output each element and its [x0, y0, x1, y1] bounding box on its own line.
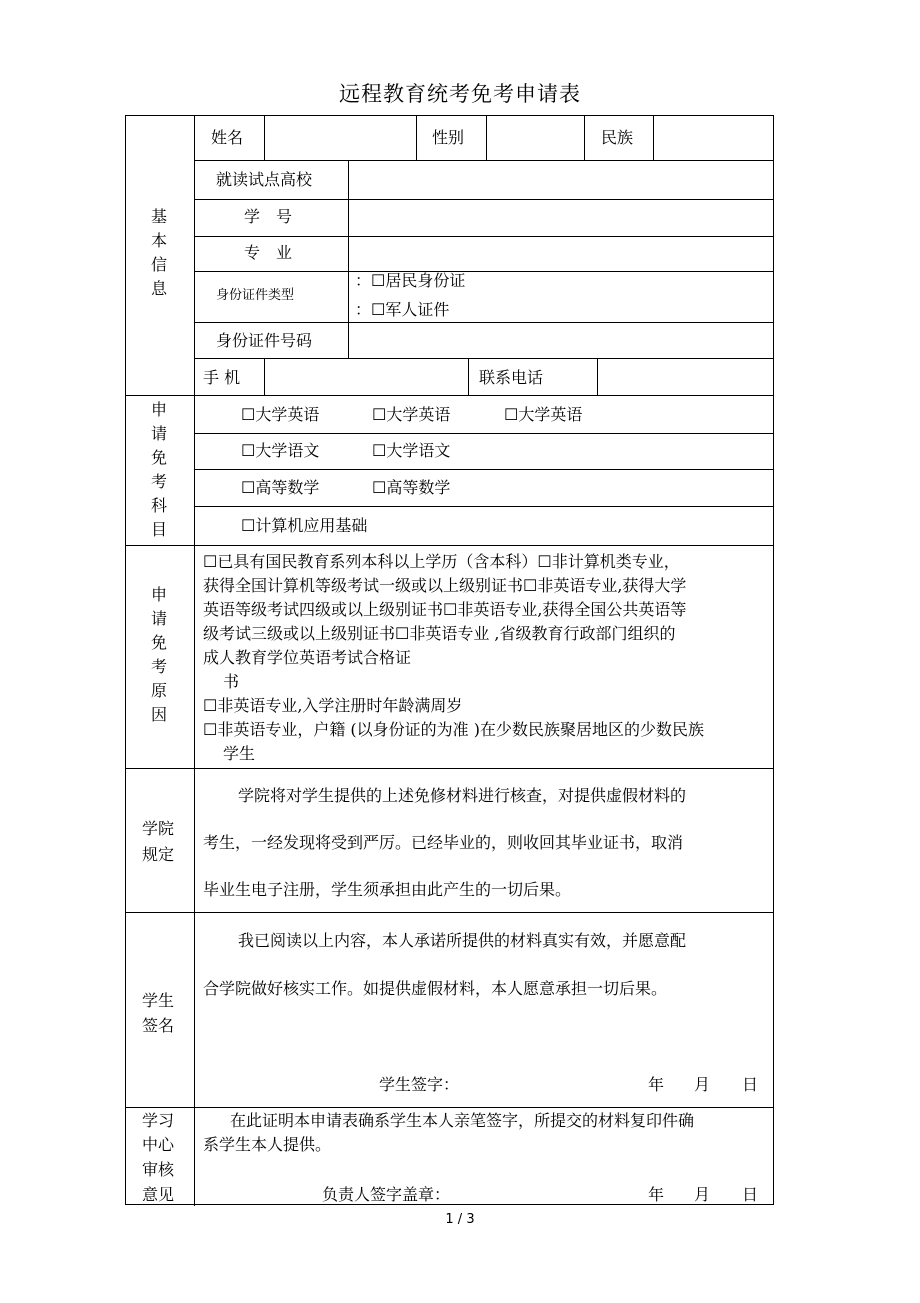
student-id-label: 学 号 — [244, 207, 293, 226]
review-sign-day: 日 — [742, 1185, 759, 1204]
review-line-1: 在此证明本申请表确系学生本人亲笔签字，所提交的材料复印件确 — [230, 1111, 695, 1130]
subject-computer-basics[interactable]: ☐计算机应用基础 — [241, 516, 368, 535]
review-section-label-4: 意见 — [142, 1185, 175, 1204]
reason-line: 成人教育学位英语考试合格证 — [203, 648, 412, 667]
subject-college-english-3[interactable]: ☐大学英语 — [504, 405, 583, 424]
student-sign-section-label-2: 签名 — [142, 1016, 175, 1035]
id-type-label: 身份证件类型 — [216, 288, 295, 303]
rules-line-1: 学院将对学生提供的上述免修材料进行核查，对提供虚假材料的 — [238, 786, 687, 805]
reasons-section-label: 申 请 免 考 原 因 — [150, 585, 167, 724]
mobile-label: 手 机 — [203, 368, 241, 387]
review-line-2: 系学生本人提供。 — [203, 1135, 332, 1154]
student-sign-year: 年 — [648, 1075, 665, 1094]
student-sign-month: 月 — [694, 1075, 711, 1094]
id-type-option-resident[interactable]: ：☐居民身份证 — [355, 271, 466, 290]
id-type-option-military[interactable]: ：☐军人证件 — [355, 300, 450, 319]
student-pledge-line-1: 我已阅读以上内容，本人承诺所提供的材料真实有效，并愿意配 — [238, 931, 687, 950]
subject-college-english-2[interactable]: ☐大学英语 — [372, 405, 451, 424]
student-sign-section-label-1: 学生 — [142, 991, 175, 1010]
reason-line[interactable]: ☐非英语专业，户籍 (以身份证的为准 )在少数民族聚居地区的少数民族 — [203, 720, 705, 739]
subject-college-chinese-1[interactable]: ☐大学语文 — [241, 441, 320, 460]
page-title: 远程教育统考免考申请表 — [339, 82, 581, 106]
rules-line-2: 考生，一经发现将受到严厉。已经毕业的，则收回其毕业证书，取消 — [203, 833, 684, 852]
review-sign-label: 负责人签字盖章： — [322, 1185, 451, 1204]
subjects-section-label: 申 请 免 考 科 目 — [150, 400, 167, 539]
rules-section-label-2: 规定 — [142, 845, 175, 864]
rules-line-3: 毕业生电子注册，学生须承担由此产生的一切后果。 — [203, 880, 572, 899]
school-label: 就读试点高校 — [216, 170, 313, 189]
subject-advanced-math-2[interactable]: ☐高等数学 — [372, 478, 451, 497]
id-number-label: 身份证件号码 — [216, 331, 313, 350]
student-pledge-line-2: 合学院做好核实工作。如提供虚假材料，本人愿意承担一切后果。 — [203, 979, 668, 998]
reason-line[interactable]: ☐非英语专业,入学注册时年龄满周岁 — [203, 696, 463, 715]
phone-label: 联系电话 — [479, 368, 544, 387]
reasons-text — [203, 550, 773, 766]
name-label: 姓名 — [211, 128, 244, 147]
subject-college-english-1[interactable]: ☐大学英语 — [241, 405, 320, 424]
reason-line: 学生 — [223, 744, 256, 763]
subject-advanced-math-1[interactable]: ☐高等数学 — [241, 478, 320, 497]
basic-info-section-label: 基 本 信 息 — [150, 207, 167, 298]
student-sign-label: 学生签字： — [379, 1075, 460, 1094]
review-section-label-2: 中心 — [142, 1135, 175, 1154]
review-sign-year: 年 — [648, 1185, 665, 1204]
page-number: 1 / 3 — [445, 1212, 475, 1227]
rules-section-label-1: 学院 — [142, 819, 175, 838]
reason-line: 书 — [223, 672, 240, 691]
review-sign-month: 月 — [694, 1185, 711, 1204]
review-section-label-3: 审核 — [142, 1160, 175, 1179]
ethnic-label: 民族 — [601, 128, 634, 147]
reason-line[interactable]: ☐已具有国民教育系列本科以上学历（含本科）☐非计算机类专业， — [203, 552, 680, 571]
review-section-label-1: 学习 — [142, 1111, 175, 1130]
reason-line: 级考试三级或以上级别证书☐非英语专业 ,省级教育行政部门组织的 — [203, 624, 676, 643]
student-sign-day: 日 — [742, 1075, 759, 1094]
reason-line: 获得全国计算机等级考试一级或以上级别证书☐非英语专业,获得大学 — [203, 576, 687, 595]
subject-college-chinese-2[interactable]: ☐大学语文 — [372, 441, 451, 460]
major-label: 专 业 — [244, 243, 293, 262]
reason-line: 英语等级考试四级或以上级别证书☐非英语专业,获得全国公共英语等 — [203, 600, 687, 619]
gender-label: 性别 — [432, 128, 465, 147]
